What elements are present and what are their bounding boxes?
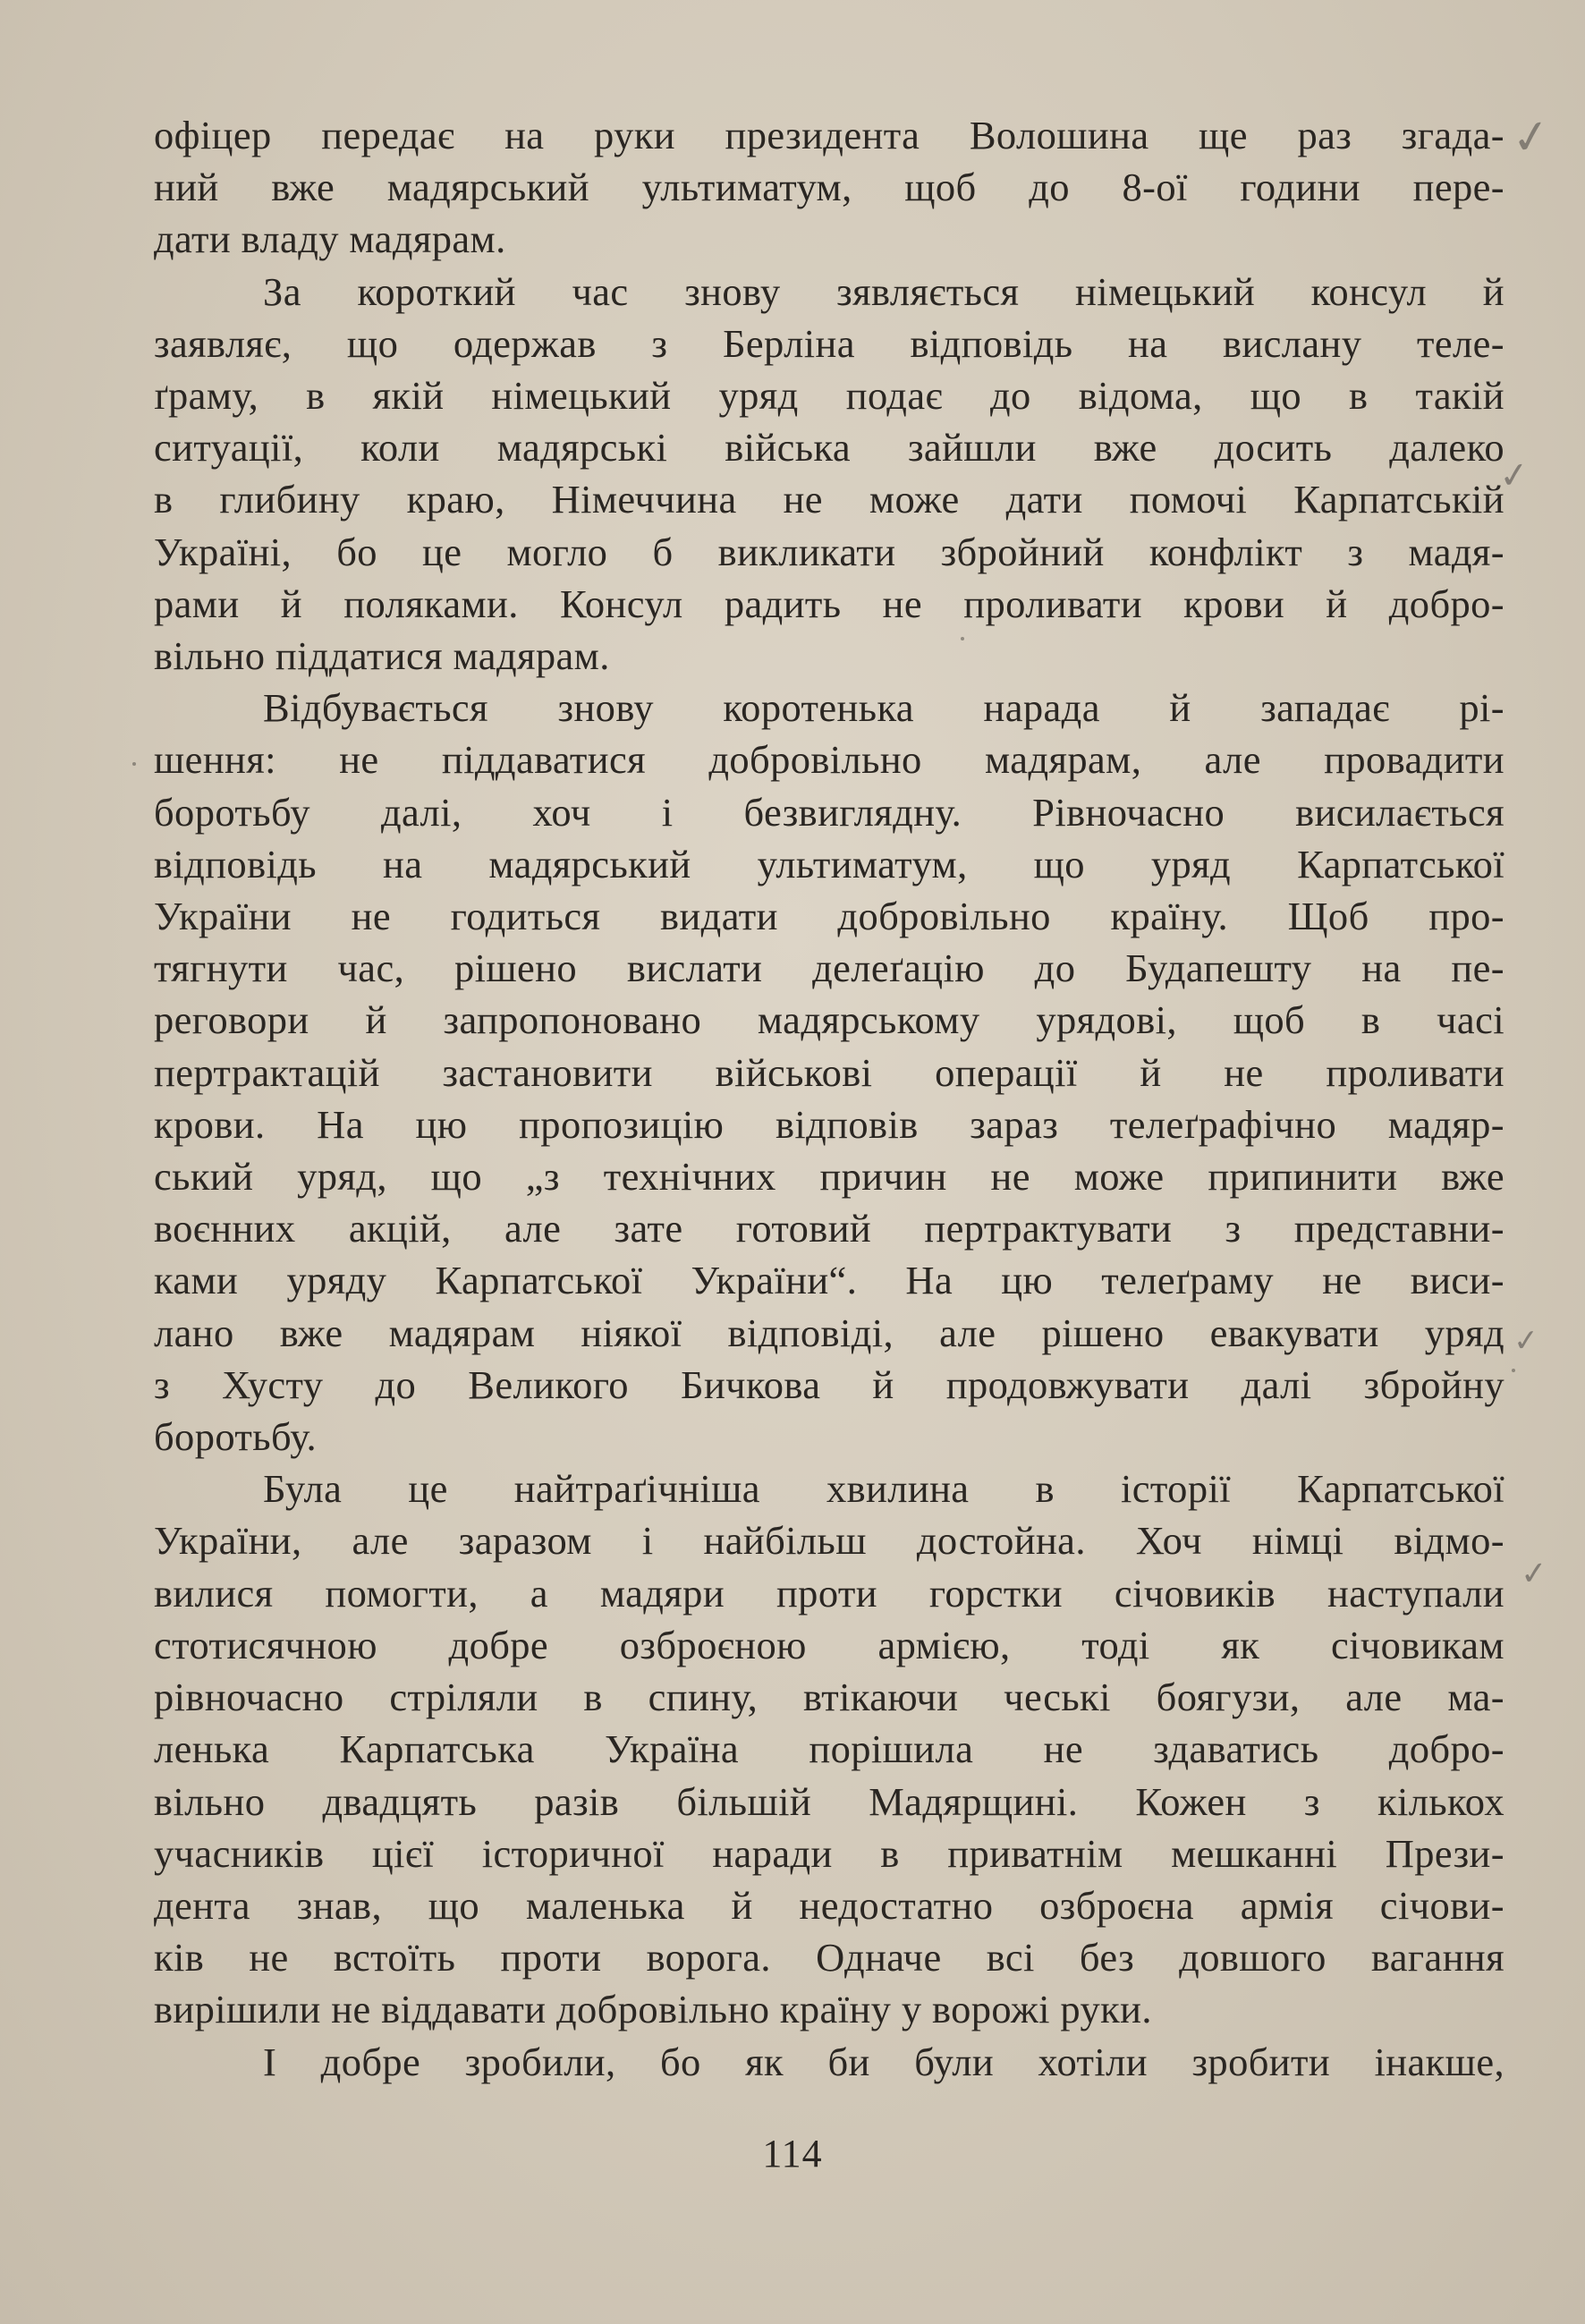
text-line: учасників цієї історичної наради в приватнім мешканні Прези- bbox=[154, 1830, 1504, 1876]
text-line: дента знав, що маленька й недостатно озброєна армія січови- bbox=[154, 1882, 1504, 1928]
text-line: відповідь на мадярський ультиматум, що уряд Карпатської bbox=[154, 841, 1504, 886]
page-number: 114 bbox=[762, 2132, 823, 2176]
paper-speck bbox=[1512, 1369, 1515, 1372]
text-line: ський уряд, що „з технічних причин не може припинити вже bbox=[154, 1154, 1504, 1200]
text-line: рами й поляками. Консул радить не проливати крови й добро- bbox=[154, 581, 1504, 626]
text-line: ками уряду Карпатської України“. На цю телеґраму не виси- bbox=[154, 1258, 1504, 1303]
text-line: вільно піддатися мадярам. bbox=[154, 633, 610, 679]
text-line: крови. На цю пропозицію відповів зараз телеґрафічно мадяр- bbox=[154, 1101, 1504, 1147]
text-line: рівночасно стріляли в спину, втікаючи чеські боягузи, але ма- bbox=[154, 1675, 1504, 1720]
text-line: вилися помогти, а мадяри проти горстки січовиків наступали bbox=[154, 1570, 1504, 1616]
text-line: дати владу мадярам. bbox=[154, 216, 506, 262]
text-line: Відбувається знову коротенька нарада й западає рі- bbox=[263, 685, 1504, 731]
margin-checkmark-icon: ✓ bbox=[1496, 454, 1531, 498]
text-line: Була це найтраґічніша хвилина в історії Карпатської bbox=[263, 1466, 1504, 1512]
text-line: з Хусту до Великого Бичкова й продовжувати далі збройну bbox=[154, 1361, 1504, 1407]
text-line: воєнних акцій, але зате готовий пертрактувати з представни- bbox=[154, 1206, 1504, 1251]
text-line: ґраму, в якій німецький уряд подає до відома, що в такій bbox=[154, 373, 1504, 419]
margin-checkmark-icon: ✓ bbox=[1519, 1554, 1549, 1594]
text-line: боротьбу далі, хоч і безвиглядну. Рівночасно висилається bbox=[154, 789, 1504, 835]
text-line: лано вже мадярам ніякої відповіді, але рішено евакувати уряд bbox=[154, 1310, 1504, 1355]
margin-checkmark-icon: ✓ bbox=[1508, 108, 1555, 167]
text-line: офіцер передає на руки президента Волошина ще раз згада- bbox=[154, 113, 1504, 157]
text-line: стотисячною добре озброєною армією, тоді як січовикам bbox=[154, 1622, 1504, 1667]
text-line: ленька Карпатська Україна порішила не здаватись добро- bbox=[154, 1726, 1504, 1772]
text-line: заявляє, що одержав з Берліна відповідь на вислану теле- bbox=[154, 320, 1504, 366]
text-line: вільно двадцять разів більшій Мадярщині. Кожен з кількох bbox=[154, 1778, 1504, 1824]
margin-checkmark-icon: ✓ bbox=[1512, 1322, 1540, 1360]
body-text bbox=[154, 109, 1504, 2088]
paragraph-text bbox=[154, 109, 1504, 2088]
text-line: Україні, бо це могло б викликати збройний конфлікт з мадя- bbox=[154, 529, 1504, 574]
text-line: України, але заразом і найбільш достойна. Хоч німці відмо- bbox=[154, 1518, 1504, 1564]
text-line: України не годиться видати добровільно країну. Щоб про- bbox=[154, 894, 1504, 939]
text-line: тягнути час, рішено вислати делеґацію до Будапешту на пе- bbox=[154, 946, 1504, 991]
text-line: ситуації, коли мадярські війська зайшли вже досить далеко bbox=[154, 425, 1504, 471]
text-line: ний вже мадярський ультиматум, щоб до 8-ої години пере- bbox=[154, 165, 1504, 210]
text-line: в глибину краю, Німеччина не може дати помочі Карпатській bbox=[154, 477, 1504, 522]
paper-speck bbox=[961, 637, 964, 640]
text-line: вирішили не віддавати добровільно країну у ворожі руки. bbox=[154, 1987, 1152, 2032]
text-line: боротьбу. bbox=[154, 1414, 318, 1460]
text-line: За короткий час знову зявляється німецький консул й bbox=[263, 268, 1504, 314]
text-line: І добре зробили, бо як би були хотіли зробити інакше, bbox=[263, 2039, 1504, 2084]
text-line: реговори й запропоновано мадярському урядові, щоб в часі bbox=[154, 997, 1504, 1043]
text-line: пертрактацій застановити військові операції й не проливати bbox=[154, 1049, 1504, 1095]
paper-speck bbox=[132, 762, 136, 766]
text-line: шення: не піддаватися добровільно мадярам, але провадити bbox=[154, 737, 1504, 783]
text-line: ків не встоїть проти ворога. Одначе всі без довшого вагання bbox=[154, 1935, 1504, 1980]
